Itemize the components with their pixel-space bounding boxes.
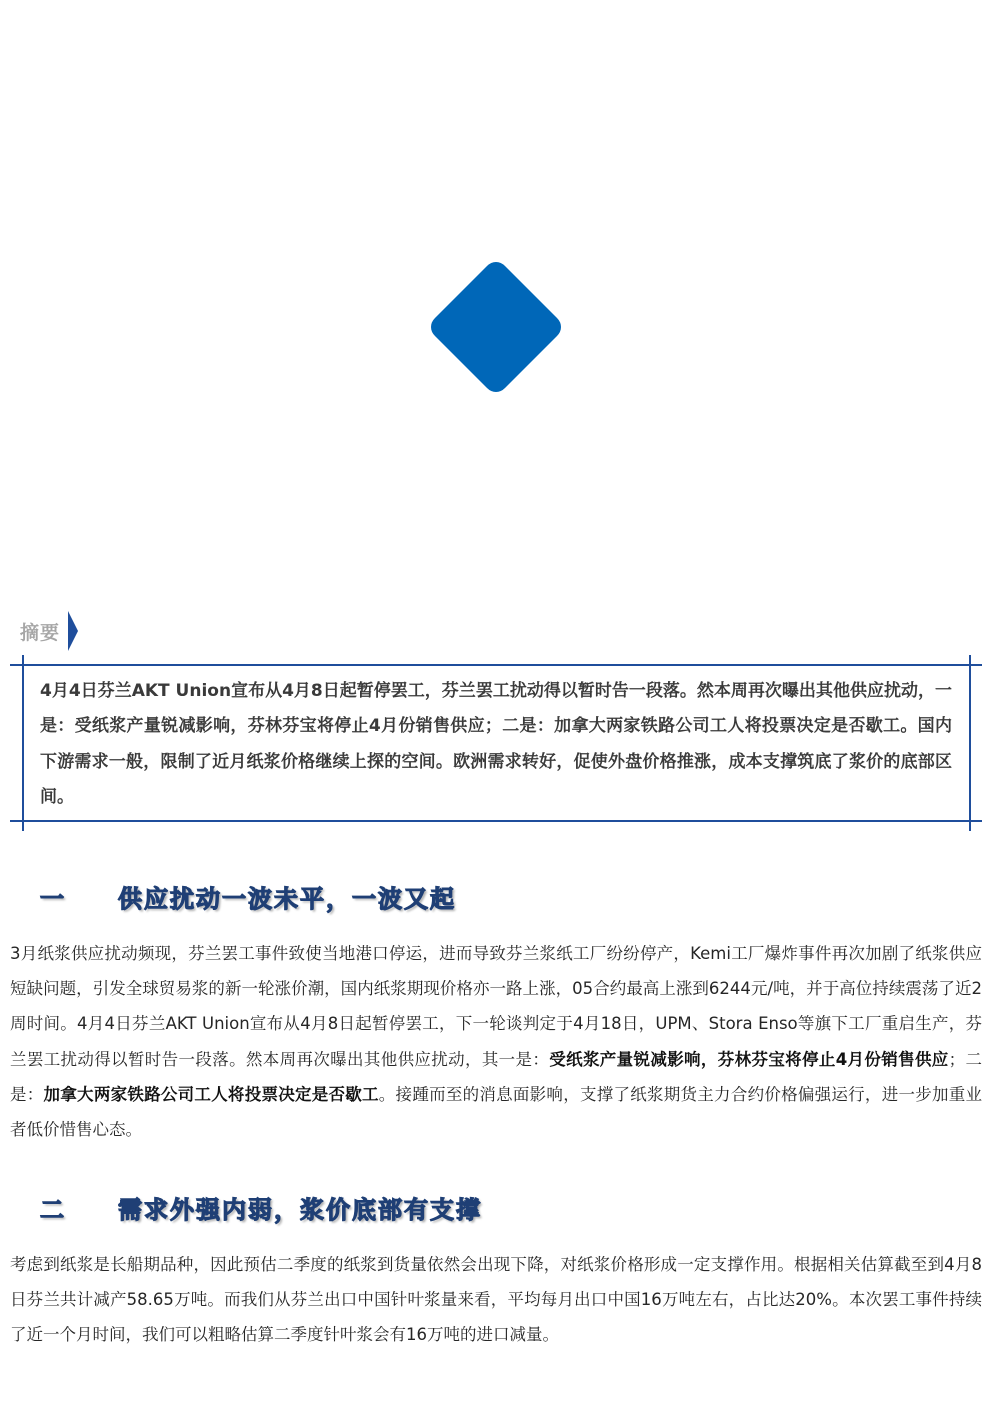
paragraph-text: 。接踵而至的消息面影响，支撑了纸浆期货主力合约价格偏强运行，进一步加重业者低价惜售心态。 [10,1084,983,1140]
section-2-paragraph: 考虑到纸浆是长船期品种，因此预估二季度的纸浆到货量依然会出现下降，对纸浆价格形成一定支撑作用。根据相关估算截至到4月8日芬兰共计减产58.65万吨。而我们从芬兰出口中国针叶浆量来看，平均每月出口中国16万吨左右，占比达20%。本次罢工事件持续了近一个月时间，我们可以粗略估算二季度针叶浆会有16万吨的进口减量。 [10,1255,982,1345]
section-title: 供应扰动一波未平，一波又起 [118,884,456,913]
abstract-text: 4月4日芬兰AKT Union宣布从4月8日起暂停罢工，芬兰罢工扰动得以暂时告一段落。然本周再次曝出其他供应扰动，一是：受纸浆产量锐减影响，芬林芬宝将停止4月份销售供应；二是：加拿大两家铁路公司工人将投票决定是否歇工。国内下游需求一般，限制了近月纸浆价格继续上探的空间。欧洲需求转好，促使外盘价格推涨，成本支撑筑底了浆价的底部区间。 [40,681,952,807]
abstract-left-rule [22,655,24,831]
arrow-right-icon [68,611,78,651]
emphasis-text: 受纸浆产量锐减影响，芬林芬宝将停止4月份销售供应 [549,1049,949,1069]
section-heading-2 [40,1187,482,1227]
abstract-top-rule [10,664,982,666]
section-title: 需求外强内弱，浆价底部有支撑 [118,1195,482,1224]
abstract-bottom-rule [10,820,982,822]
abstract-heading [20,610,78,652]
section-heading-1 [40,876,456,916]
section-number: 二 [40,1195,66,1224]
section-number: 一 [40,884,66,913]
paragraph-text: ；二是： [10,1049,983,1104]
paragraph-text: 3月纸浆供应扰动频现，芬兰罢工事件致使当地港口停运，进而导致芬兰浆纸工厂纷纷停产，Kemi工厂爆炸事件再次加剧了纸浆供应短缺问题，引发全球贸易浆的新一轮涨价潮，国内纸浆期现价格亦一路上涨，05合约最高上涨到6244元/吨，并于高位持续震荡了近2周时间。4月4日芬兰AKT Union宣布从4月8日起暂停罢工，下一轮谈判定于4月18日，UPM、Stora Enso等旗下工厂重启生产，芬兰罢工扰动得以暂时告一段落。然本周再次曝出其他供应扰动，其一是： [10,944,982,1069]
abstract-right-rule [969,655,971,831]
diamond-logo-icon [425,256,567,398]
abstract-label: 摘要 [20,621,61,644]
emphasis-text: 加拿大两家铁路公司工人将投票决定是否歇工 [43,1084,379,1104]
section-1-paragraph [10,936,982,1147]
